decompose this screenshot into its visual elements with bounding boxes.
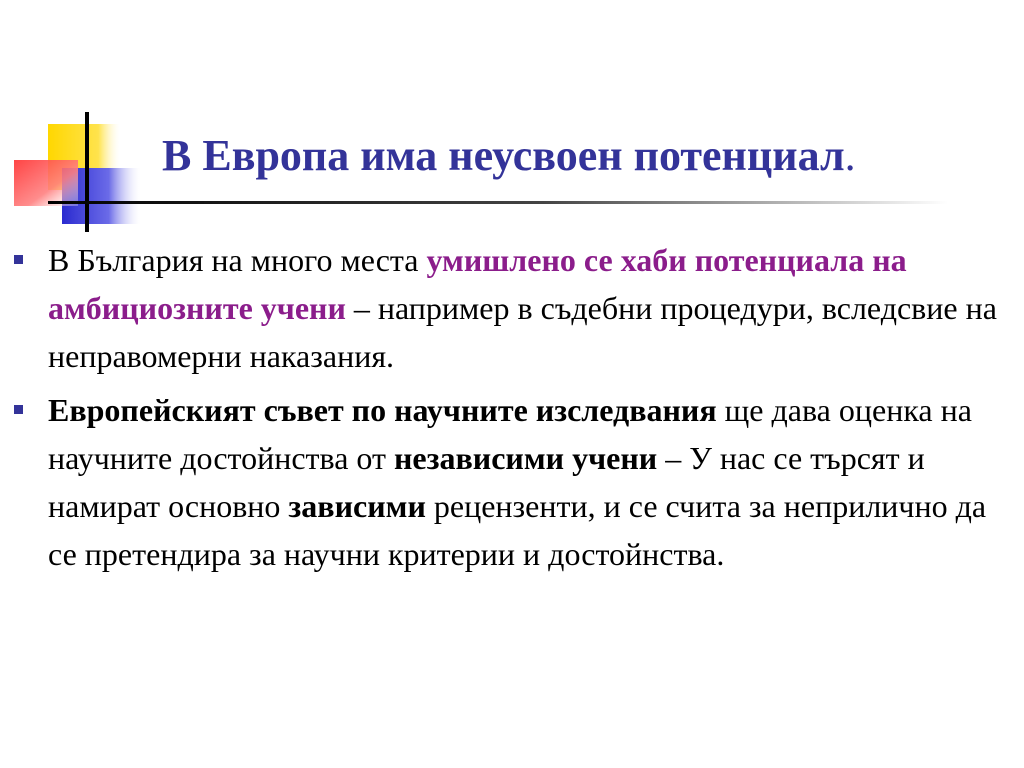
slide-title-text: В Европа има неусвоен потенциал	[162, 131, 845, 180]
bullet-2-text-b: – У нас се търсят и намират основно	[48, 440, 925, 524]
bullet-1-highlight: умишлено се хаби потенциала на амбициозните учени	[48, 242, 907, 326]
slide-title-period: .	[844, 131, 856, 180]
bullet-list	[14, 236, 1004, 584]
title-underline-rule	[48, 201, 948, 204]
bullet-item	[14, 236, 1004, 380]
bullet-2-bold-b: независими учени	[393, 440, 658, 476]
slide-logo-decoration	[0, 0, 1024, 240]
bullet-2-text-c: рецензенти, и се счита за неприлично да се претендира за научни критерии и достойнства.	[48, 488, 987, 572]
bullet-text	[48, 392, 986, 572]
deco-red-square	[14, 160, 78, 206]
bullet-1-text-b: – например в съдебни процедури, вследсвие на неправомерни наказания.	[48, 290, 997, 374]
bullet-square-icon	[14, 405, 23, 414]
bullet-2-text-a: ще дава оценка на научните достойнства от	[48, 392, 972, 476]
bullet-2-bold-a: Европейският съвет по научните изследвания	[48, 392, 717, 428]
deco-vertical-line	[85, 112, 89, 232]
slide-title	[162, 126, 856, 186]
bullet-text	[48, 242, 997, 374]
bullet-2-bold-c: зависими	[288, 488, 426, 524]
bullet-square-icon	[14, 255, 23, 264]
bullet-item	[14, 386, 1004, 578]
bullet-1-text-a: В България на много места	[48, 242, 427, 278]
